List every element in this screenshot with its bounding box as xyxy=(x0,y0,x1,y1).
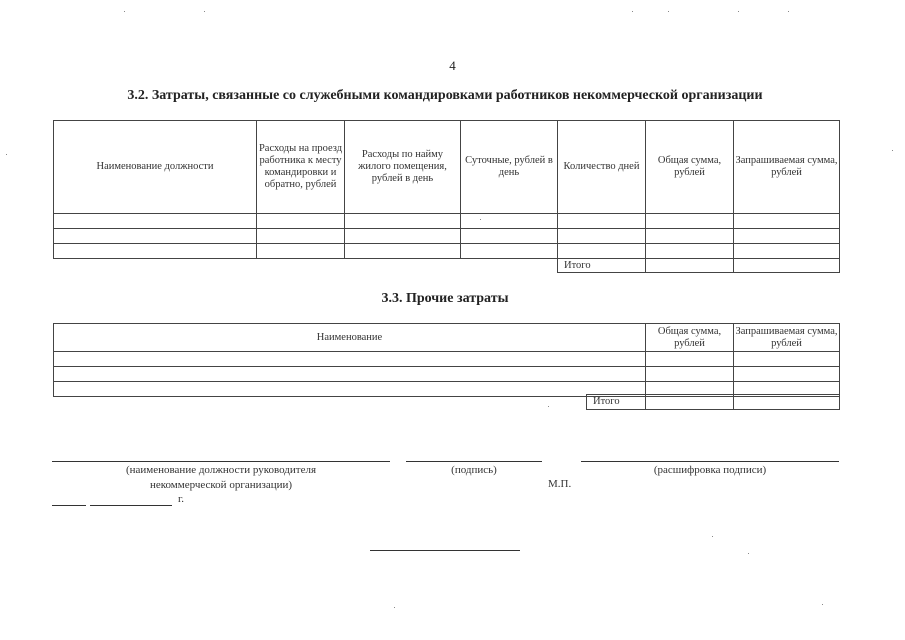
table-cell[interactable] xyxy=(257,229,345,244)
table-cell[interactable] xyxy=(734,214,840,229)
scan-speck xyxy=(822,604,823,605)
table-cell[interactable] xyxy=(734,229,840,244)
table-cell[interactable] xyxy=(461,229,558,244)
position-signature-line xyxy=(52,461,390,462)
header-housing-expenses: Расходы по найму жилого помещения, рублей в день xyxy=(345,121,461,214)
scan-speck xyxy=(668,11,669,12)
table-cell[interactable] xyxy=(558,244,646,259)
table-row xyxy=(54,352,840,367)
header-position-name: Наименование должности xyxy=(54,121,257,214)
other-expenses-table xyxy=(53,323,840,397)
table-cell[interactable] xyxy=(257,244,345,259)
scan-speck xyxy=(738,11,739,12)
scan-speck xyxy=(204,11,205,12)
year-suffix: г. xyxy=(178,493,185,505)
header-requested-sum: Запрашиваемая сумма, рублей xyxy=(734,121,840,214)
table-cell[interactable] xyxy=(54,367,646,382)
table-cell[interactable] xyxy=(54,382,646,397)
table-cell[interactable] xyxy=(558,214,646,229)
table-cell[interactable] xyxy=(461,244,558,259)
position-caption-line2: некоммерческой организации) xyxy=(149,479,293,491)
table-cell[interactable] xyxy=(646,367,734,382)
scan-speck xyxy=(548,406,549,407)
table-cell[interactable] xyxy=(54,244,257,259)
table-cell[interactable] xyxy=(54,229,257,244)
signature-caption: (подпись) xyxy=(451,464,497,476)
business-trip-expenses-table xyxy=(53,120,840,273)
total-requested-cell[interactable] xyxy=(734,259,840,273)
scan-speck xyxy=(6,154,7,155)
page-number: 4 xyxy=(449,58,456,73)
total-sum-cell[interactable] xyxy=(646,259,734,273)
table-cell[interactable] xyxy=(461,214,558,229)
table-row xyxy=(54,229,840,244)
decoding-line xyxy=(581,461,839,462)
table-cell[interactable] xyxy=(646,244,734,259)
table-cell[interactable] xyxy=(257,214,345,229)
total-requested-cell[interactable] xyxy=(734,395,840,410)
header-days-count: Количество дней xyxy=(558,121,646,214)
scan-speck xyxy=(632,11,633,12)
header-per-diem: Суточные, рублей в день xyxy=(461,121,558,214)
scan-speck xyxy=(124,11,125,12)
date-day-line xyxy=(52,505,86,506)
table-cell[interactable] xyxy=(646,229,734,244)
table-cell[interactable] xyxy=(734,367,840,382)
total-row xyxy=(587,395,840,410)
scan-speck xyxy=(394,607,395,608)
signature-line xyxy=(406,461,542,462)
header-requested-sum: Запрашиваемая сумма, рублей xyxy=(734,324,840,352)
date-month-line xyxy=(90,505,172,506)
stamp-place: М.П. xyxy=(548,478,572,490)
header-travel-expenses: Расходы на проезд работника к месту командировки и обратно, рублей xyxy=(257,121,345,214)
table-cell[interactable] xyxy=(345,244,461,259)
bottom-line xyxy=(370,550,520,551)
other-expenses-total xyxy=(586,394,840,410)
table-cell[interactable] xyxy=(646,352,734,367)
scan-speck xyxy=(712,536,713,537)
table-cell[interactable] xyxy=(734,244,840,259)
table-cell[interactable] xyxy=(54,352,646,367)
table-header-row xyxy=(54,121,840,214)
table-cell[interactable] xyxy=(646,214,734,229)
table-cell[interactable] xyxy=(54,214,257,229)
header-total-sum: Общая сумма, рублей xyxy=(646,121,734,214)
section-3-3-title: 3.3. Прочие затраты xyxy=(381,291,509,306)
total-label: Итого xyxy=(587,395,646,410)
scan-speck xyxy=(788,11,789,12)
total-label: Итого xyxy=(558,259,646,273)
total-sum-cell[interactable] xyxy=(646,395,734,410)
header-name: Наименование xyxy=(54,324,646,352)
table-row xyxy=(54,244,840,259)
table-cell[interactable] xyxy=(345,229,461,244)
table-header-row xyxy=(54,324,840,352)
decoding-caption: (расшифровка подписи) xyxy=(653,464,767,476)
scan-speck xyxy=(480,219,481,220)
table-row xyxy=(54,367,840,382)
table-cell[interactable] xyxy=(345,214,461,229)
table-cell[interactable] xyxy=(734,352,840,367)
table-cell[interactable] xyxy=(558,229,646,244)
scan-speck xyxy=(748,553,749,554)
scan-speck xyxy=(892,150,893,151)
section-3-2-title: 3.2. Затраты, связанные со служебными командировками работников некоммерческой организации xyxy=(127,88,763,103)
total-row xyxy=(54,259,840,273)
table-row xyxy=(54,214,840,229)
header-total-sum: Общая сумма, рублей xyxy=(646,324,734,352)
position-caption-line1: (наименование должности руководителя xyxy=(125,464,317,476)
